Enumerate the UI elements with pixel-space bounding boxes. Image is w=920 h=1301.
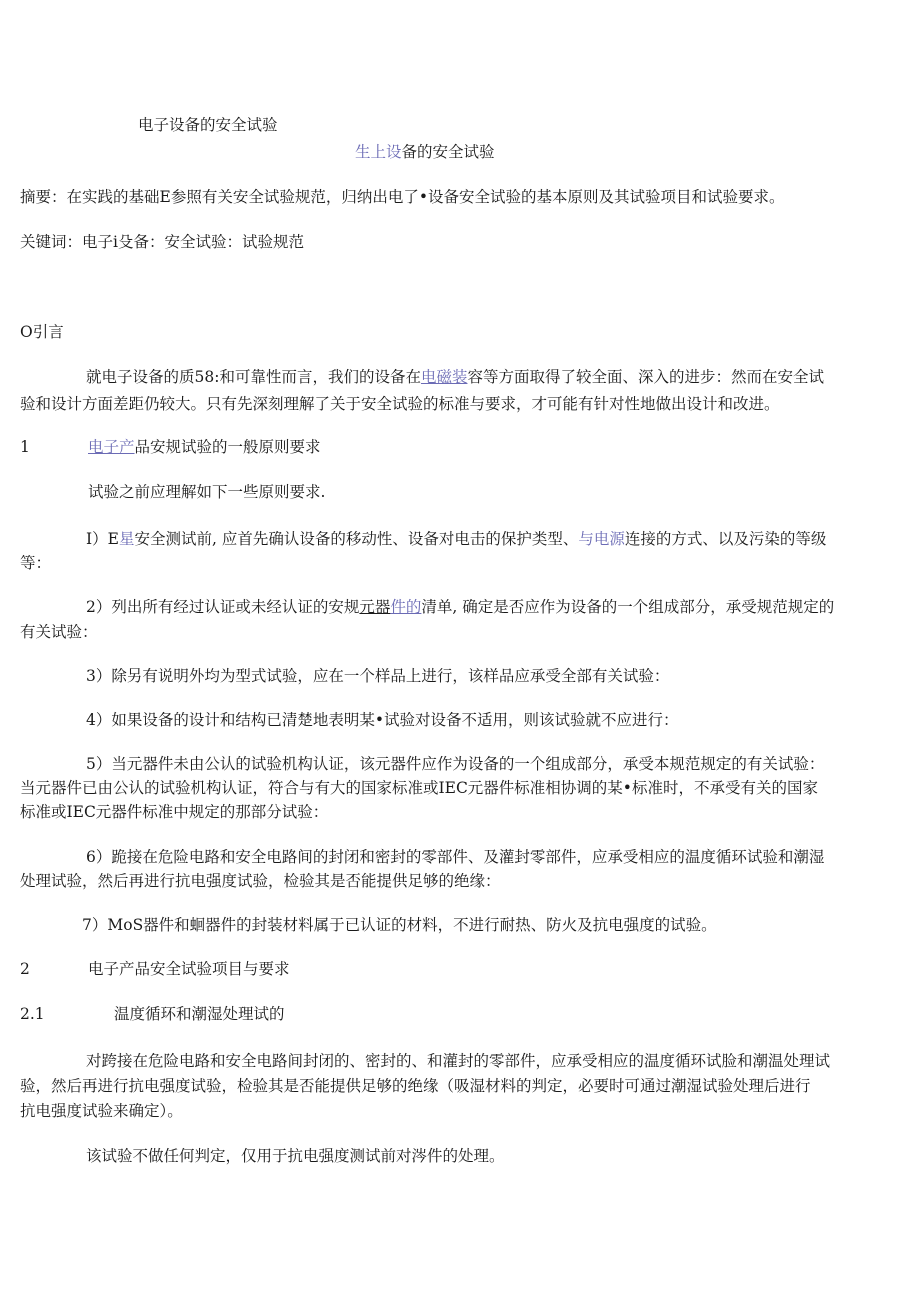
section21-paragraph-line3: 抗电强度试验来确定）。 <box>20 1102 183 1120</box>
abstract: 摘要：在实践的基础E参照有关安全试验规范，归纳出电了•设备安全试验的基本原则及其试验项目和试验要求。 <box>20 188 785 206</box>
item3: 3）除另有说明外均为型式试验，应在一个样品上进行，该样品应承受全部有关试验： <box>86 667 670 685</box>
intro-link-emc[interactable]: 电磁装 <box>420 368 468 386</box>
section21-paragraph2: 该试验不做任何判定，仅用于抗电强度测试前对涔件的处理。 <box>86 1147 505 1165</box>
intro-text-b: 容等方面取得了较全面、深入的进步：然而在安全试 <box>467 368 824 386</box>
section21-paragraph-line2: 验，然后再进行抗电强度试验，检验其是否能提供足够的绝缘（吸湿材料的判定，必要时可通过潮湿试验处理后进行 <box>20 1077 811 1095</box>
item5-line3: 标准或IEC元器件标准中规定的那部分试验： <box>20 803 329 821</box>
item1-text-c: 连接的方式、以及污染的等级 <box>624 530 827 548</box>
top-title: 电子设备的安全试验 <box>138 116 278 134</box>
section1-title-link[interactable]: 电子产 <box>88 438 135 456</box>
title-highlight: 生上设 <box>355 143 402 161</box>
section21-number: 2.1 <box>20 1005 45 1023</box>
item4: 4）如果设备的设计和结构已清楚地表明某•试验对设备不适用，则该试验就不应进行： <box>86 711 679 729</box>
section21-paragraph-line1: 对跨接在危险电路和安全电路间封闭的、密封的、和灌封的零部件，应承受相应的温度循环试脸和潮温处理试 <box>86 1052 831 1070</box>
section1-number: 1 <box>20 438 30 456</box>
item6-line2: 处理试验，然后再进行抗电强度试验，检验其是否能提供足够的绝缘： <box>20 872 501 890</box>
intro-paragraph-line1 <box>86 366 824 388</box>
section1-intro: 试验之前应理解如下一些原则要求. <box>88 483 326 501</box>
item7: 7）MoS器件和蛔器件的封装材料属于已认证的材料，不进行耐热、防火及抗电强度的试验。 <box>82 916 717 934</box>
item1-highlight-1[interactable]: 星 <box>118 530 135 548</box>
intro-heading: O引言 <box>20 323 64 341</box>
item2-link[interactable]: 件的 <box>390 598 422 616</box>
intro-paragraph-line2: 验和设计方面差距仍较大。只有先深刻理解了关于安全试验的标准与要求，才可能有针对性地做出设计和改进。 <box>20 395 780 413</box>
section2-number: 2 <box>20 960 30 978</box>
section2-title: 电子产品安全试验项目与要求 <box>88 960 290 978</box>
item5-line2: 当元器件已由公认的试验机构认证，符合与有大的国家标准或IEC元器件标准相协调的某•标准时，不承受有关的国家 <box>20 779 818 797</box>
item5-line1: 5）当元器件未由公认的试验机构认证，该元器件应作为设备的一个组成部分，承受本规范规定的有关试验： <box>86 755 825 773</box>
item2-line2: 有关试验： <box>20 623 98 641</box>
section21-title: 温度循环和潮湿处理试的 <box>114 1005 285 1023</box>
document-title <box>355 141 495 163</box>
item1-text-b: 安全测试前, 应首先确认设备的移动性、设备对电击的保护类型、 <box>134 530 579 548</box>
item1-line2: 等： <box>20 554 52 572</box>
title-rest: 备的安全试验 <box>401 143 495 161</box>
item1-line1 <box>86 528 826 550</box>
intro-text-a: 就电子设备的质58:和可靠性而言，我们的设备在 <box>86 368 421 386</box>
item1-text-a: I）E <box>86 530 119 548</box>
item1-highlight-2[interactable]: 与电源 <box>578 530 625 548</box>
item2-text-a: 2）列出所有经过认证或未经认证的安规 <box>86 598 360 616</box>
section1-title <box>88 436 321 458</box>
item2-underlined[interactable]: 元器 <box>359 598 391 616</box>
section1-title-rest: 品安规试验的一般原则要求 <box>134 438 321 456</box>
item2-text-b: 清单, 确定是否应作为设备的一个组成部分，承受规范规定的 <box>421 598 835 616</box>
keywords: 关键词：电子i殳备：安全试验：试验规范 <box>20 233 304 251</box>
item2-line1 <box>86 596 834 618</box>
item6-line1: 6）跪接在危险电路和安全电路间的封闭和密封的零部件、及灌封零部件，应承受相应的温度循环试验和潮湿 <box>86 848 825 866</box>
